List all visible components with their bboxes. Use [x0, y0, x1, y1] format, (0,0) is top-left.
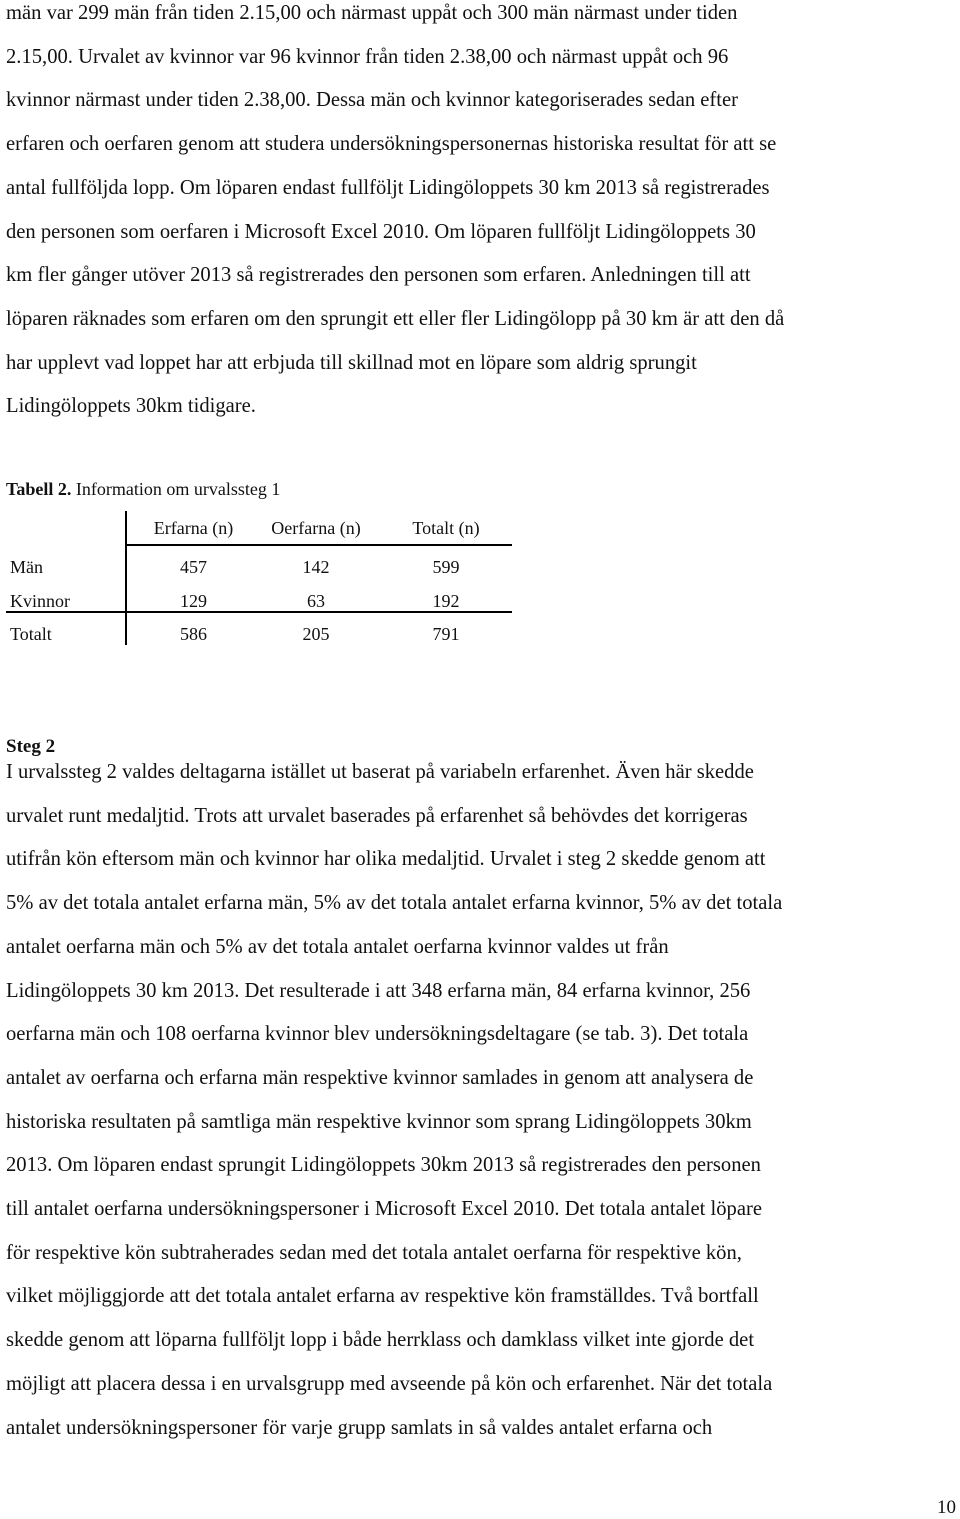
paragraph-line: antalet undersökningspersoner för varje grupp samlats in så valdes antalet erfarna och [6, 1416, 713, 1439]
paragraph-line: antalet oerfarna män och 5% av det totala antalet oerfarna kvinnor valdes ut från [6, 935, 669, 958]
paragraph-line: oerfarna män och 108 oerfarna kvinnor blev undersökningsdeltagare (se tab. 3). Det totala [6, 1023, 749, 1046]
table-header-rule [125, 544, 512, 546]
table-cell: 457 [180, 557, 207, 577]
page-number: 10 [937, 1497, 956, 1518]
table-cell: 63 [307, 591, 325, 611]
paragraph-line: vilket möjliggjorde att det totala antalet erfarna av respektive kön framställdes. Två bortfall [6, 1285, 759, 1308]
paragraph-line: erfaren och oerfaren genom att studera undersökningspersonernas historiska resultat för att se [6, 133, 777, 156]
table-header-row [6, 511, 512, 545]
table-row-label: Kvinnor [10, 591, 70, 611]
paragraph-line: utifrån kön eftersom män och kvinnor har olika medaljtid. Urvalet i steg 2 skedde genom att [6, 848, 766, 871]
paragraph-line: har upplevt vad loppet har att erbjuda till skillnad mot en löpare som aldrig sprungit [6, 351, 697, 374]
paragraph-line: urvalet runt medaljtid. Trots att urvalet baserades på erfarenhet så behövdes det korrigeras [6, 804, 748, 827]
paragraph-line: skedde genom att löparna fullföljt lopp i både herrklass och damklass vilket inte gjorde det [6, 1329, 755, 1352]
paragraph-line: km fler gånger utöver 2013 så registrerades den personen som erfaren. Anledningen till att [6, 264, 751, 287]
table-cell: 791 [432, 624, 460, 644]
table-caption-label: Tabell 2. [6, 479, 72, 499]
table-row-label: Totalt [10, 624, 52, 644]
table-header-cell: Oerfarna (n) [271, 518, 361, 538]
paragraph-line: 2013. Om löparen endast sprungit Lidingöloppets 30km 2013 så registrerades den personen [6, 1154, 761, 1177]
paragraph-line: antal fullföljda lopp. Om löparen endast fullföljt Lidingöloppets 30 km 2013 så registrerades [6, 176, 770, 199]
table-row [6, 550, 512, 584]
table-cell: 192 [432, 591, 460, 611]
table-cell: 129 [180, 591, 207, 611]
table-caption-text: Information om urvalssteg 1 [71, 479, 281, 499]
table-cell: 205 [302, 624, 330, 644]
paragraph-line: den personen som oerfaren i Microsoft Excel 2010. Om löparen fullföljt Lidingöloppets 30 [6, 220, 756, 243]
table-cell: 586 [180, 624, 207, 644]
paragraph-line: kvinnor närmast under tiden 2.38,00. Dessa män och kvinnor kategoriserades sedan efter [6, 89, 739, 112]
paragraph-line: för respektive kön subtraherades sedan med det totala antalet oerfarna för respektive kön, [6, 1241, 742, 1264]
paragraph-line: historiska resultaten på samtliga män respektive kvinnor som sprang Lidingöloppets 30km [6, 1110, 752, 1133]
section-heading: Steg 2 [6, 736, 56, 757]
paragraph-line: män var 299 män från tiden 2.15,00 och närmast uppåt och 300 män närmast under tiden [6, 2, 738, 24]
body-paragraph-1 [6, 0, 960, 429]
paragraph-line: löparen räknades som erfaren om den sprungit ett eller fler Lidingölopp på 30 km är att den då [6, 307, 785, 330]
paragraph-line: I urvalssteg 2 valdes deltagarna istället ut baserat på variabeln erfarenhet. Även här skedde [6, 761, 754, 783]
table-caption [6, 476, 280, 502]
table-cell: 142 [302, 557, 330, 577]
table-row-label: Män [10, 557, 43, 577]
paragraph-line: Lidingöloppets 30 km 2013. Det resulterade i att 348 erfarna män, 84 erfarna kvinnor, 256 [6, 979, 751, 1002]
table-cell: 599 [432, 557, 460, 577]
table-total-rule [6, 611, 512, 613]
paragraph-line: antalet av oerfarna och erfarna män respektive kvinnor samlades in genom att analysera de [6, 1066, 754, 1089]
paragraph-line: 2.15,00. Urvalet av kvinnor var 96 kvinnor från tiden 2.38,00 och närmast uppåt och 96 [6, 45, 729, 68]
paragraph-line: möjligt att placera dessa i en urvalsgrupp med avseende på kön och erfarenhet. När det totala [6, 1372, 773, 1395]
table-header-cell: Totalt (n) [412, 518, 480, 538]
table-vertical-rule [125, 511, 127, 645]
paragraph-line: Lidingöloppets 30km tidigare. [6, 395, 256, 418]
table-row [6, 617, 512, 651]
body-paragraph-2 [6, 751, 960, 1450]
paragraph-line: till antalet oerfarna undersökningspersoner i Microsoft Excel 2010. Det totala antalet löpare [6, 1198, 762, 1221]
paragraph-line: 5% av det totala antalet erfarna män, 5% av det totala antalet erfarna kvinnor, 5% av det totala [6, 892, 783, 915]
table-header-cell: Erfarna (n) [153, 518, 234, 538]
